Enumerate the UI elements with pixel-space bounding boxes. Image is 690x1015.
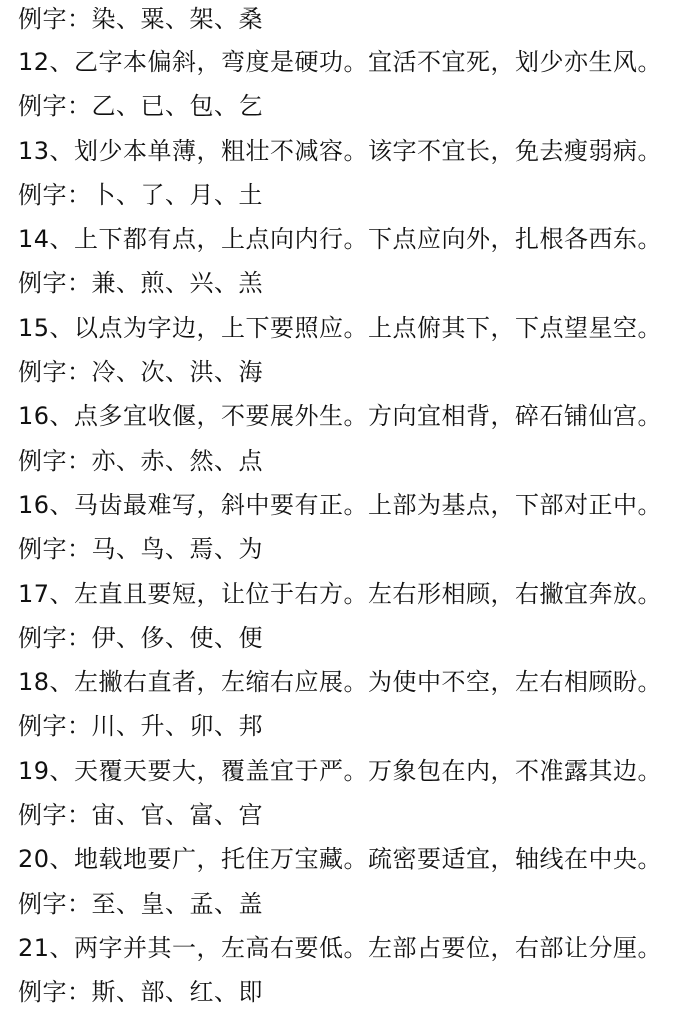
rule-line: 16、点多宜收偃，不要展外生。方向宜相背，碎石铺仙宫。 [18,402,663,431]
example-line: 例字：卜、了、月、土 [18,180,263,209]
example-line: 例字：冷、次、洪、海 [18,358,263,387]
rule-line: 12、乙字本偏斜，弯度是硬功。宜活不宜死，划少亦生风。 [18,48,663,76]
example-line: 例字：兼、煎、兴、羔 [18,269,263,298]
rule-line: 15、以点为字边，上下要照应。上点俯其下，下点望星空。 [18,313,663,342]
example-line: 例字：宙、官、富、宫 [18,801,263,830]
rule-line: 14、上下都有点，上点向内行。下点应向外，扎根各西东。 [18,225,663,254]
example-line: 例字：乙、已、包、乞 [18,92,263,121]
example-line: 例字：马、鸟、焉、为 [18,535,263,564]
example-line: 例字：染、粟、架、桑 [18,5,263,33]
example-line: 例字：亦、赤、然、点 [18,446,263,475]
example-line: 例字：川、升、卯、邦 [18,712,263,741]
rule-line: 21、两字并其一，左高右要低。左部占要位，右部让分厘。 [18,933,663,962]
example-line: 例字：伊、侈、使、便 [18,623,263,652]
rule-line: 17、左直且要短，让位于右方。左右形相顾，右撇宜奔放。 [18,579,663,608]
example-line: 例字：斯、部、红、即 [18,978,263,1007]
rule-line: 18、左撇右直者，左缩右应展。为使中不空，左右相顾盼。 [18,668,663,697]
rule-line: 19、天覆天要大，覆盖宜于严。万象包在内，不准露其边。 [18,756,663,785]
rule-line: 16、马齿最难写，斜中要有正。上部为基点，下部对正中。 [18,490,663,519]
example-line: 例字：至、皇、孟、盖 [18,889,263,918]
rule-line: 13、划少本单薄，粗壮不减容。该字不宜长，免去瘦弱病。 [18,136,663,165]
rule-line: 20、地载地要广，托住万宝藏。疏密要适宜，轴线在中央。 [18,845,663,874]
